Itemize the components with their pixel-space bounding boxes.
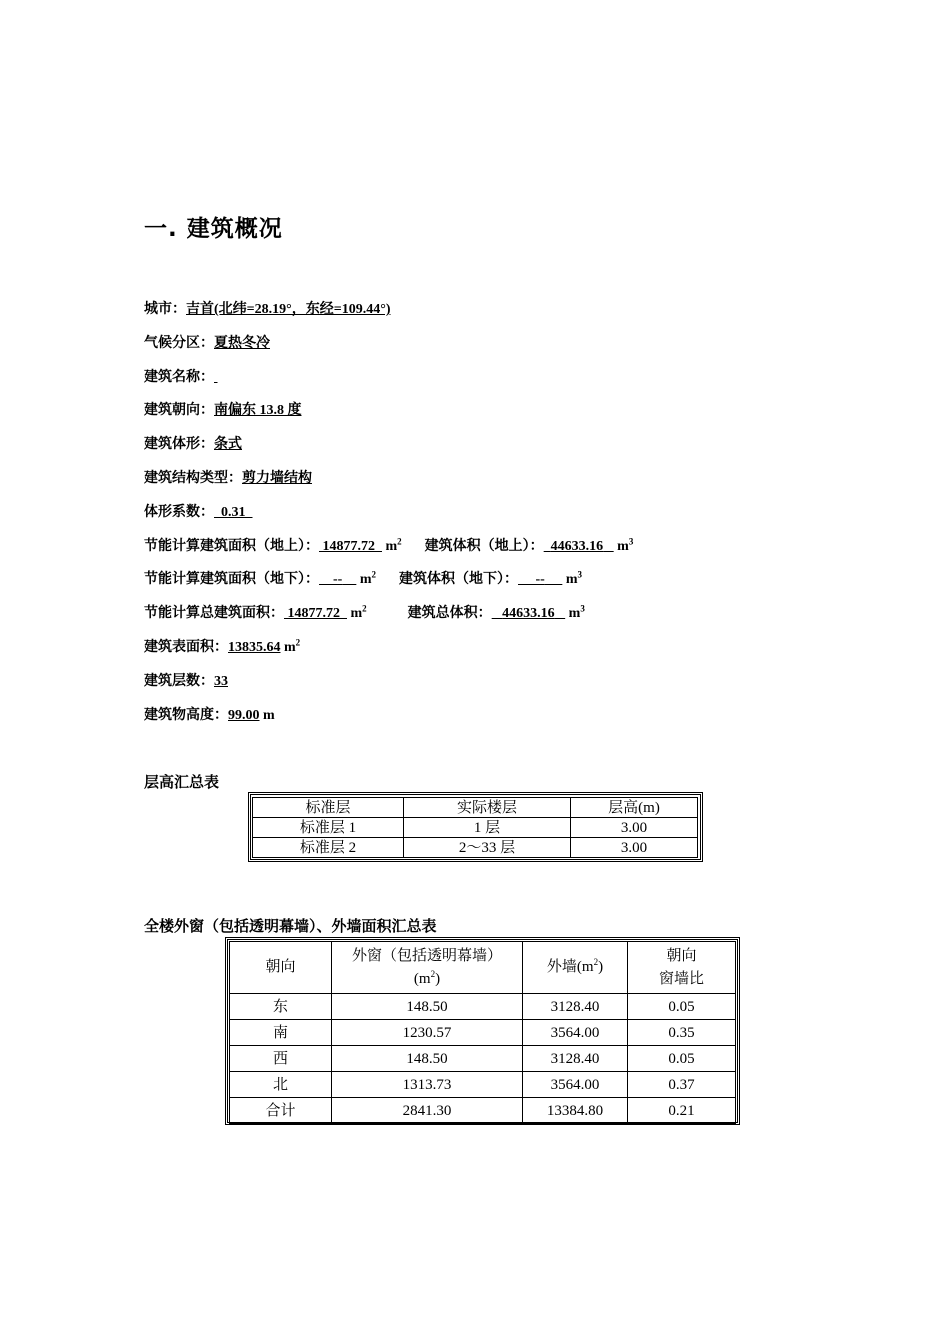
table-cell: 2841.30 xyxy=(332,1098,523,1124)
section-heading: 一. 建筑概况 xyxy=(144,216,283,242)
header-cell: 朝向 窗墙比 xyxy=(628,942,736,994)
area-above-line: 节能计算建筑面积（地上）： 14877.72 $m^2$ 建筑体积（地上）： 44633.16 $m^3$ xyxy=(144,536,634,554)
table-row xyxy=(230,1020,736,1046)
table-cell: 1 层 xyxy=(404,818,571,838)
floor-table-caption: 层高汇总表 xyxy=(144,775,220,791)
table-cell: 2～33 层 xyxy=(404,838,571,858)
floors-line: 建筑层数：33 xyxy=(144,674,228,689)
table-cell: 1313.73 xyxy=(332,1072,523,1098)
area-total-line: 节能计算总建筑面积： 14877.72 $m^2$ 建筑总体积： 44633.16 $m^3$ xyxy=(144,603,585,621)
climate-line: 气候分区：夏热冬冷 xyxy=(144,336,270,351)
table-row xyxy=(253,818,698,838)
table-cell: 3128.40 xyxy=(523,994,628,1020)
shape-coefficient-line: 体形系数： 0.31 xyxy=(144,501,253,521)
area-above-value: 14877.72 xyxy=(322,539,375,554)
surface-area-line: 建筑表面积：13835.64 $m^2$ xyxy=(144,637,301,655)
table-cell: 0.37 xyxy=(628,1072,736,1098)
orientation-line: 建筑朝向：南偏东 13.8 度 xyxy=(144,403,302,418)
header-cell: 层高(m) xyxy=(571,798,698,818)
structure-value: 剪力墙结构 xyxy=(242,471,312,486)
shape-line: 建筑体形：条式 xyxy=(144,437,242,452)
table-cell: 3.00 xyxy=(571,838,698,858)
city-value: 吉首(北纬=28.19°，东经=109.44°) xyxy=(186,302,391,317)
surface-area-value: 13835.64 xyxy=(228,640,281,655)
header-cell: 外窗（包括透明幕墙） $(m^2)$ xyxy=(332,942,523,994)
volume-total-value: 44633.16 xyxy=(502,606,555,621)
table-cell: 148.50 xyxy=(332,994,523,1020)
volume-below-value: -- xyxy=(535,572,545,587)
height-value: 99.00 xyxy=(228,708,260,723)
height-line: 建筑物高度：99.00 m xyxy=(144,708,275,723)
header-cell: 外墙$(m^2)$ xyxy=(523,942,628,994)
table-cell: 3.00 xyxy=(571,818,698,838)
table-header-row xyxy=(253,798,698,818)
table-cell: 3128.40 xyxy=(523,1046,628,1072)
building-name-value xyxy=(214,370,218,385)
table-cell: 东 xyxy=(230,994,332,1020)
area-below-value: -- xyxy=(333,572,343,587)
orientation-value: 南偏东 13.8 度 xyxy=(214,403,302,418)
table-cell: 1230.57 xyxy=(332,1020,523,1046)
table-row xyxy=(253,838,698,858)
table-row xyxy=(230,1098,736,1124)
shape-coefficient-value: 0.31 xyxy=(221,505,246,520)
window-wall-table xyxy=(229,941,736,1124)
table-cell: 3564.00 xyxy=(523,1020,628,1046)
table-row xyxy=(230,1046,736,1072)
table-cell: 南 xyxy=(230,1020,332,1046)
table-cell: 0.35 xyxy=(628,1020,736,1046)
table-header-row xyxy=(230,942,736,994)
header-cell: 标准层 xyxy=(253,798,404,818)
city-line: 城市：吉首(北纬=28.19°，东经=109.44°) xyxy=(144,302,391,317)
table-cell: 3564.00 xyxy=(523,1072,628,1098)
table-row xyxy=(230,994,736,1020)
climate-value: 夏热冬冷 xyxy=(214,336,270,351)
header-cell: 朝向 xyxy=(230,942,332,994)
table-cell: 标准层 1 xyxy=(253,818,404,838)
shape-value: 条式 xyxy=(214,437,242,452)
table-cell: 西 xyxy=(230,1046,332,1072)
floors-value: 33 xyxy=(214,674,228,689)
window-table-caption: 全楼外窗（包括透明幕墙）、外墙面积汇总表 xyxy=(144,919,437,935)
table-cell: 0.05 xyxy=(628,994,736,1020)
area-below-line: 节能计算建筑面积（地下）： -- $m^2$ 建筑体积（地下）： -- $m^3$ xyxy=(144,569,582,587)
header-cell: 实际楼层 xyxy=(404,798,571,818)
table-cell: 标准层 2 xyxy=(253,838,404,858)
table-cell: 合计 xyxy=(230,1098,332,1124)
table-cell: 0.21 xyxy=(628,1098,736,1124)
building-name-line: 建筑名称： xyxy=(144,366,218,386)
floor-height-table xyxy=(252,797,698,858)
volume-above-value: 44633.16 xyxy=(550,539,604,554)
table-row xyxy=(230,1072,736,1098)
structure-line: 建筑结构类型：剪力墙结构 xyxy=(144,471,312,486)
table-cell: 北 xyxy=(230,1072,332,1098)
table-cell: 0.05 xyxy=(628,1046,736,1072)
table-cell: 148.50 xyxy=(332,1046,523,1072)
area-total-value: 14877.72 xyxy=(287,606,340,621)
table-cell: 13384.80 xyxy=(523,1098,628,1124)
